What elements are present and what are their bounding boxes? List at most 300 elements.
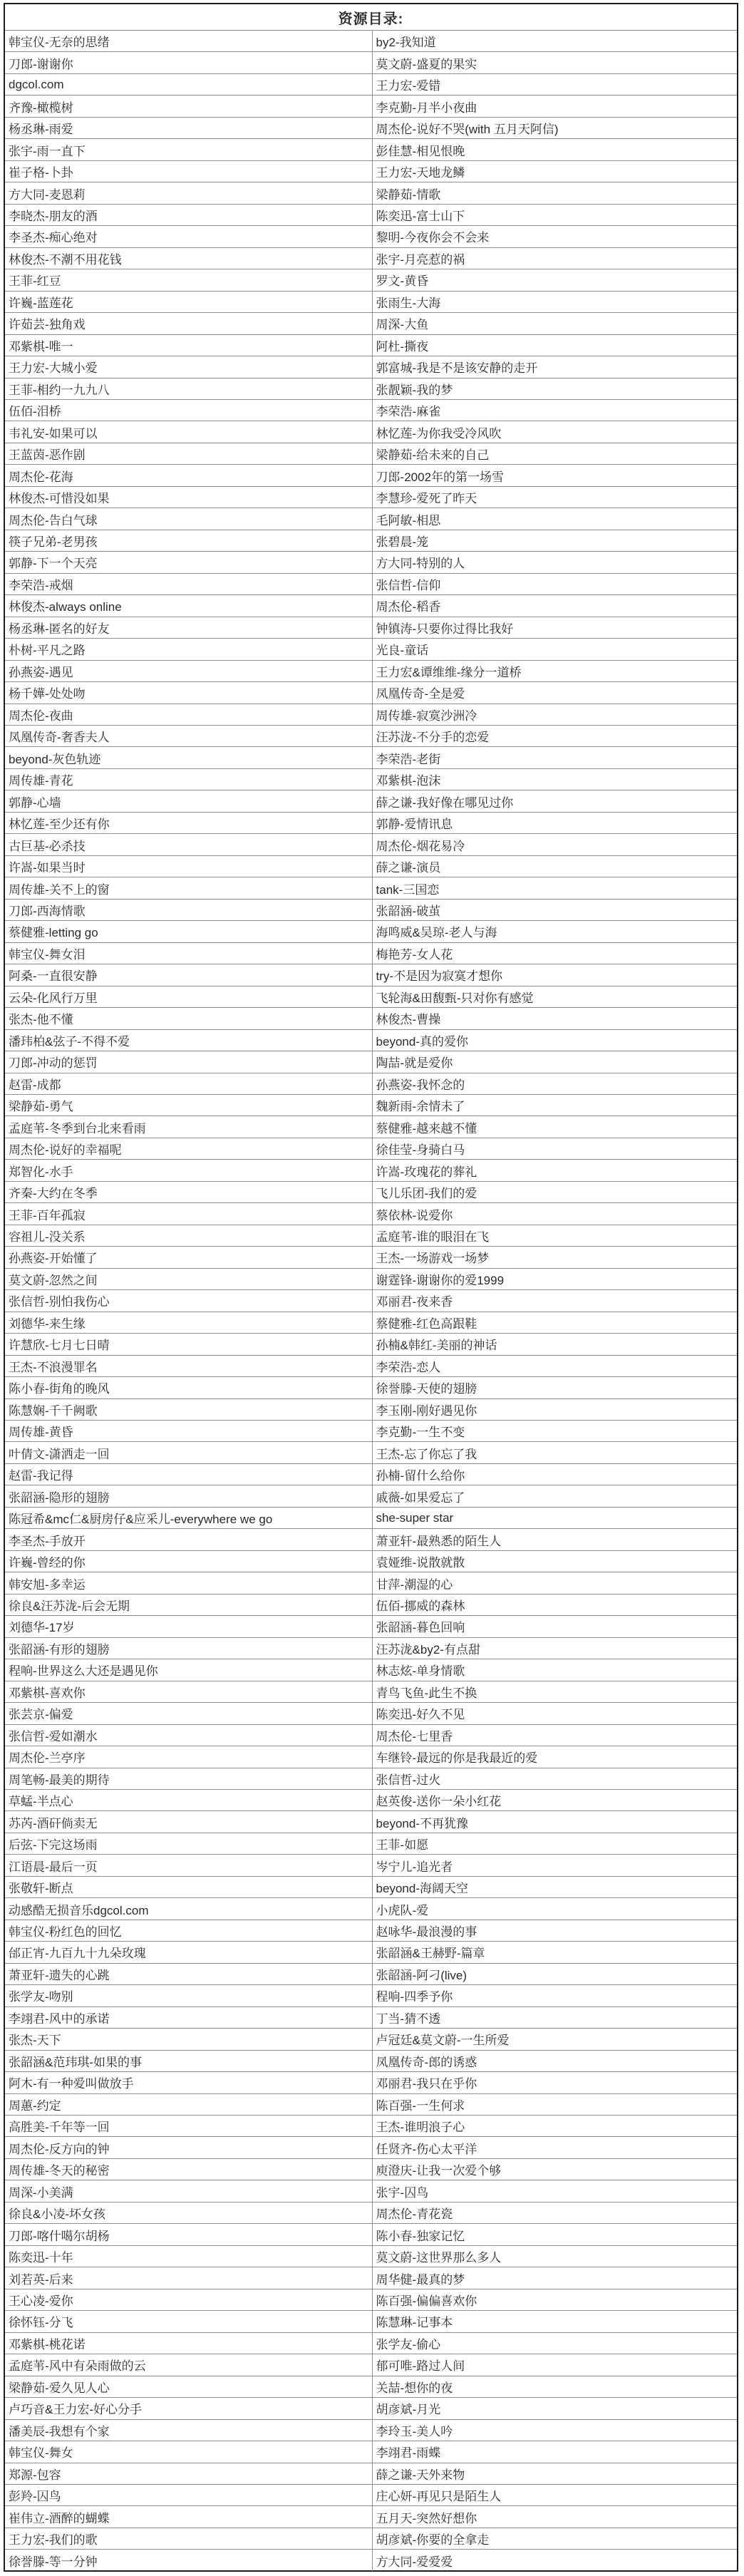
song-entry-right: 谢霆锋-谢谢你的爱1999	[376, 1273, 505, 1287]
table-row	[5, 2093, 737, 2115]
song-entry-left: 徐良&小凌-坏女孩	[5, 2203, 373, 2223]
table-row	[5, 877, 737, 898]
song-entry-right: 莫文蔚-这世界那么多人	[376, 2251, 502, 2265]
table-row	[5, 2549, 737, 2570]
song-entry-right: 任贤齐-伤心太平洋	[376, 2142, 477, 2156]
song-entry-left: 周传雄-青花	[5, 769, 373, 790]
table-row	[5, 704, 737, 725]
song-entry-left: 叶倩文-潇洒走一回	[5, 1442, 373, 1463]
table-row	[5, 1963, 737, 1984]
song-entry-left: 蔡健雅-letting go	[5, 921, 373, 942]
song-entry-left: 林忆莲-至少还有你	[5, 813, 373, 833]
table-row	[5, 182, 737, 203]
song-entry-left: 周杰伦-告白气球	[5, 508, 373, 529]
song-entry-left: 古巨基-必杀技	[5, 834, 373, 855]
song-entry-left: 许嵩-如果当时	[5, 856, 373, 877]
song-entry-left: 张敬轩-断点	[5, 1877, 373, 1897]
table-row	[5, 2441, 737, 2462]
table-row	[5, 2332, 737, 2354]
table-row	[5, 443, 737, 464]
song-entry-left: beyond-灰色轨迹	[5, 747, 373, 768]
song-entry-right: 王力宏-天地龙鳞	[376, 166, 465, 180]
song-entry-right: 孙楠-留什么给你	[376, 1469, 465, 1483]
song-entry-right: 罗文-黄昏	[376, 274, 429, 289]
table-row	[5, 1138, 737, 1159]
song-entry-left: 陈冠希&mc仁&厨房仔&应采儿-everywhere we go	[5, 1508, 373, 1528]
table-row	[5, 1007, 737, 1029]
song-entry-right: beyond-海阔天空	[376, 1882, 468, 1896]
table-row	[5, 2071, 737, 2093]
table-row	[5, 1355, 737, 1376]
song-entry-left: 张信哲-爱如潮水	[5, 1725, 373, 1746]
song-entry-left: 程响-世界这么大还是遇见你	[5, 1659, 373, 1680]
song-entry-left: 韩宝仪-无奈的思绪	[5, 31, 373, 51]
song-entry-right: 张宇-月亮惹的祸	[376, 252, 465, 267]
song-entry-right: 卢冠廷&莫文蔚-一生所爱	[376, 2034, 510, 2048]
table-row	[5, 617, 737, 638]
song-entry-right: 岑宁儿-追光者	[376, 1860, 453, 1874]
song-entry-left: 杨丞琳-雨爱	[5, 118, 373, 138]
table-row	[5, 1398, 737, 1420]
table-row	[5, 1225, 737, 1246]
table-row	[5, 1659, 737, 1680]
table-row	[5, 1810, 737, 1832]
song-entry-left: 容祖儿-没关系	[5, 1225, 373, 1246]
song-entry-right: 李克勤-一生不变	[376, 1426, 465, 1440]
song-entry-left: 郑智化-水手	[5, 1160, 373, 1180]
song-entry-right: 凤凰传奇-郎的诱惑	[376, 2055, 477, 2069]
table-row	[5, 1507, 737, 1528]
song-entry-left: 孟庭苇-风中有朵雨做的云	[5, 2354, 373, 2375]
song-entry-right: 王杰-一场游戏一场梦	[376, 1252, 490, 1266]
song-entry-right: 林忆莲-为你我受冷风吹	[376, 426, 502, 441]
table-row	[5, 51, 737, 73]
song-entry-left: 郑源-包容	[5, 2463, 373, 2484]
table-row	[5, 1376, 737, 1398]
song-entry-right: 张信哲-过火	[376, 1773, 441, 1787]
table-row	[5, 573, 737, 594]
song-entry-left: 周杰伦-兰亭序	[5, 1746, 373, 1767]
table-row	[5, 1550, 737, 1572]
table-row	[5, 681, 737, 703]
song-entry-left: 高胜美-千年等一回	[5, 2116, 373, 2136]
song-entry-left: 周杰伦-夜曲	[5, 704, 373, 725]
table-row	[5, 1312, 737, 1333]
song-entry-right: 莫文蔚-盛夏的果实	[376, 57, 477, 71]
song-entry-left: 草蜢-半点心	[5, 1790, 373, 1810]
table-row	[5, 833, 737, 855]
song-entry-right: 张宇-囚鸟	[376, 2185, 429, 2200]
table-row	[5, 1854, 737, 1875]
song-entry-left: 韦礼安-如果可以	[5, 421, 373, 442]
table-row	[5, 2180, 737, 2201]
song-entry-right: 甘萍-潮湿的心	[376, 1577, 453, 1592]
song-entry-left: 梁静茹-爱久见人心	[5, 2376, 373, 2397]
song-entry-left: 邓紫棋-喜欢你	[5, 1681, 373, 1702]
table-row	[5, 2354, 737, 2375]
song-entry-right: 邓丽君-我只在乎你	[376, 2077, 477, 2091]
table-row	[5, 812, 737, 833]
table-row	[5, 421, 737, 442]
table-row	[5, 725, 737, 746]
table-row	[5, 1920, 737, 1941]
song-entry-right: 张靓颖-我的梦	[376, 383, 453, 397]
song-entry-left: 崔伟立-酒醉的蝴蝶	[5, 2506, 373, 2527]
song-entry-right: 李荣浩-恋人	[376, 1360, 441, 1374]
table-row	[5, 1029, 737, 1051]
song-entry-right: 王菲-如愿	[376, 1838, 429, 1853]
table-row	[5, 1116, 737, 1137]
song-entry-right: 胡彦斌-你要的全拿走	[376, 2533, 490, 2547]
table-row	[5, 399, 737, 421]
song-entry-right: 汪苏泷&by2-有点甜	[376, 1642, 480, 1657]
table-row	[5, 1833, 737, 1854]
song-entry-left: 动感酷无损音乐dgcol.com	[5, 1898, 373, 1919]
table-row	[5, 1746, 737, 1767]
song-entry-left: 杨千嬅-处处吻	[5, 682, 373, 703]
table-row	[5, 551, 737, 572]
table-row	[5, 312, 737, 334]
table-row	[5, 2505, 737, 2527]
song-entry-left: 陈慧娴-千千阙歌	[5, 1399, 373, 1420]
table-row	[5, 204, 737, 225]
table-row	[5, 2463, 737, 2484]
song-entry-right: 周杰伦-烟花易冷	[376, 839, 465, 853]
table-row	[5, 964, 737, 985]
song-entry-left: 周传雄-关不上的窗	[5, 877, 373, 898]
table-row	[5, 986, 737, 1007]
song-entry-left: 周传雄-冬天的秘密	[5, 2159, 373, 2180]
song-entry-left: 王力宏-我们的歌	[5, 2528, 373, 2549]
table-row	[5, 2223, 737, 2245]
song-entry-right: 庄心妍-再见只是陌生人	[376, 2490, 502, 2504]
song-entry-right: 周杰伦-说好不哭(with 五月天阿信)	[376, 123, 559, 137]
table-row	[5, 2158, 737, 2180]
table-row	[5, 1768, 737, 1789]
song-entry-right: 孟庭苇-谁的眼泪在飞	[376, 1230, 490, 1245]
table-row	[5, 2028, 737, 2049]
table-row	[5, 1246, 737, 1267]
song-entry-right: 王力宏-爱错	[376, 79, 441, 93]
song-entry-right: 薛之谦-天外来物	[376, 2468, 465, 2482]
song-entry-right: 李荣浩-麻雀	[376, 405, 441, 419]
song-entry-right: 林志炫-单身情歌	[376, 1664, 465, 1679]
song-entry-right: tank-三国恋	[376, 882, 440, 897]
table-row	[5, 1268, 737, 1289]
song-entry-left: 孟庭苇-冬季到台北来看雨	[5, 1116, 373, 1137]
table-row	[5, 1681, 737, 1702]
song-entry-right: 庾澄庆-让我一次爱个够	[376, 2164, 502, 2178]
table-row	[5, 2289, 737, 2310]
song-entry-left: 陈奕迅-十年	[5, 2246, 373, 2267]
song-entry-left: 伍佰-泪桥	[5, 400, 373, 421]
table-row	[5, 464, 737, 485]
song-entry-left: 赵雷-我记得	[5, 1464, 373, 1485]
song-entry-left: 张韶涵-隐形的翅膀	[5, 1485, 373, 1506]
table-row	[5, 1289, 737, 1311]
catalog-title: 资源目录:	[338, 11, 404, 27]
song-entry-right: 李玲玉-美人吟	[376, 2424, 453, 2438]
song-entry-right: 孙燕姿-我怀念的	[376, 1078, 465, 1092]
song-entry-right: 陈奕迅-好久不见	[376, 1708, 465, 1722]
song-entry-left: 崔子格-卜卦	[5, 161, 373, 182]
table-row	[5, 225, 737, 247]
table-row	[5, 942, 737, 964]
table-row	[5, 2202, 737, 2223]
song-entry-left: 刀郎-谢谢你	[5, 52, 373, 73]
song-entry-left: 张韶涵&范玮琪-如果的事	[5, 2051, 373, 2071]
song-entry-left: 李晓杰-朋友的酒	[5, 205, 373, 225]
song-entry-left: 筷子兄弟-老男孩	[5, 530, 373, 551]
table-row	[5, 2397, 737, 2418]
song-entry-left: 刀郎-喀什噶尔胡杨	[5, 2224, 373, 2245]
song-entry-right: 蔡健雅-越来越不懂	[376, 1121, 477, 1135]
table-row	[5, 1528, 737, 1550]
song-entry-left: 江语晨-最后一页	[5, 1855, 373, 1875]
song-entry-right: 赵咏华-最浪漫的事	[376, 1925, 477, 1939]
table-row	[5, 768, 737, 790]
song-entry-left: 王菲-红豆	[5, 269, 373, 290]
song-entry-left: 周深-小美满	[5, 2180, 373, 2201]
song-entry-right: 周深-大鱼	[376, 318, 429, 332]
song-entry-left: 张学友-吻别	[5, 1985, 373, 2006]
song-entry-right: 李慧珍-爱死了昨天	[376, 492, 477, 506]
table-row	[5, 746, 737, 768]
song-entry-right: 蔡依林-说爱你	[376, 1208, 453, 1222]
song-entry-left: 齐豫-橄榄树	[5, 96, 373, 116]
song-entry-left: 阿木-有一种爱叫做放手	[5, 2072, 373, 2093]
song-entry-right: 林俊杰-曹操	[376, 1013, 441, 1027]
table-row	[5, 1876, 737, 1897]
song-entry-right: 飞儿乐团-我们的爱	[376, 1187, 477, 1201]
table-row	[5, 2376, 737, 2397]
song-entry-right: 周杰伦-青花瓷	[376, 2207, 453, 2222]
song-entry-right: 方大同-爱爱爱	[376, 2555, 453, 2569]
song-entry-left: 王杰-不浪漫罪名	[5, 1356, 373, 1376]
song-entry-right: 王杰-忘了你忘了我	[376, 1447, 477, 1461]
song-entry-left: 刀郎-西海情歌	[5, 900, 373, 920]
song-entry-right: 张韶涵-破茧	[376, 904, 441, 918]
table-row	[5, 2006, 737, 2028]
song-entry-right: 张学友-偷心	[376, 2337, 441, 2351]
song-entry-left: 刘德华-来生缘	[5, 1312, 373, 1333]
song-entry-left: 王菲-相约一九九八	[5, 378, 373, 399]
song-entry-left: 赵雷-成都	[5, 1073, 373, 1094]
song-entry-right: 王杰-谁明浪子心	[376, 2121, 465, 2135]
song-entry-right: 陶喆-就是爱你	[376, 1056, 453, 1071]
catalog-rows	[5, 30, 737, 2570]
table-row	[5, 378, 737, 399]
table-row	[5, 2115, 737, 2136]
song-entry-left: 凤凰传奇-奢香夫人	[5, 726, 373, 746]
song-entry-right: 五月天-突然好想你	[376, 2511, 477, 2525]
song-entry-right: 萧亚轩-最熟悉的陌生人	[376, 1534, 502, 1548]
song-entry-right: 赵英俊-送你一朵小红花	[376, 1795, 502, 1809]
song-entry-right: 凤凰传奇-全是爱	[376, 687, 465, 701]
song-entry-left: 潘玮柏&弦子-不得不爱	[5, 1030, 373, 1051]
song-entry-left: 孙燕姿-开始懂了	[5, 1247, 373, 1267]
song-entry-right: 张雨生-大海	[376, 296, 441, 310]
song-entry-left: 许巍-曾经的你	[5, 1551, 373, 1572]
song-entry-right: 薛之谦-演员	[376, 861, 441, 875]
table-row	[5, 160, 737, 182]
table-row	[5, 30, 737, 51]
table-row	[5, 1051, 737, 1072]
song-entry-left: 刘德华-17岁	[5, 1616, 373, 1637]
table-row	[5, 2484, 737, 2505]
song-entry-left: 刀郎-冲动的惩罚	[5, 1051, 373, 1072]
song-entry-right: 张韶涵&王赫野-篇章	[376, 1947, 485, 1961]
song-entry-right: 黎明-今夜你会不会来	[376, 231, 490, 245]
song-entry-left: 许巍-蓝莲花	[5, 292, 373, 312]
song-entry-left: 张杰-他不懂	[5, 1008, 373, 1029]
table-row	[5, 1637, 737, 1659]
song-entry-right: 陈小春-独家记忆	[376, 2229, 465, 2243]
song-entry-left: 王蓝茵-恶作剧	[5, 443, 373, 464]
table-row	[5, 1202, 737, 1224]
song-entry-left: 彭羚-囚鸟	[5, 2485, 373, 2505]
song-entry-left: 郭静-下一个天亮	[5, 552, 373, 572]
song-entry-right: 钟镇涛-只要你过得比我好	[376, 622, 514, 636]
song-entry-right: 车继铃-最远的你是我最近的爱	[376, 1751, 538, 1766]
song-entry-left: 邰正宵-九百九十九朵玫瑰	[5, 1942, 373, 1962]
song-entry-right: 张韶涵-暮色回响	[376, 1621, 465, 1635]
song-entry-right: 汪苏泷-不分手的恋爱	[376, 731, 490, 745]
table-row	[5, 1485, 737, 1506]
song-entry-left: 王菲-百年孤寂	[5, 1203, 373, 1224]
song-entry-right: 陈奕迅-富士山下	[376, 209, 465, 223]
song-entry-left: 莫文蔚-忽然之间	[5, 1269, 373, 1289]
song-entry-left: 周杰伦-花海	[5, 465, 373, 485]
table-row	[5, 73, 737, 95]
song-entry-left: 方大同-麦恩莉	[5, 182, 373, 203]
song-entry-right: 周华健-最真的梦	[376, 2272, 465, 2287]
table-row	[5, 1463, 737, 1485]
song-entry-right: 胡彦斌-月光	[376, 2403, 441, 2417]
table-row	[5, 1615, 737, 1637]
song-entry-left: 李翊君-风中的承诺	[5, 2007, 373, 2028]
song-entry-right: 郁可唯-路过人间	[376, 2359, 465, 2374]
song-entry-left: 张韶涵-有形的翅膀	[5, 1638, 373, 1659]
song-entry-right: 小虎队-爱	[376, 1903, 429, 1917]
table-row	[5, 95, 737, 116]
table-row	[5, 138, 737, 160]
song-entry-right: 青鸟飞鱼-此生不换	[376, 1686, 477, 1700]
table-row	[5, 508, 737, 529]
table-row	[5, 1073, 737, 1094]
song-entry-left: 张信哲-别怕我伤心	[5, 1290, 373, 1311]
song-entry-right: by2-我知道	[376, 36, 436, 50]
table-row	[5, 855, 737, 877]
song-entry-right: 陈百强-偏偏喜欢你	[376, 2294, 477, 2308]
song-entry-right: 张碧晨-笼	[376, 535, 429, 550]
table-row	[5, 2310, 737, 2332]
song-entry-left: 苏芮-酒矸倘卖无	[5, 1811, 373, 1832]
song-entry-left: 张芸京-偏爱	[5, 1703, 373, 1724]
table-row	[5, 594, 737, 616]
song-entry-right: 周杰伦-稻香	[376, 600, 441, 614]
song-entry-right: 周传雄-寂寞沙洲冷	[376, 709, 477, 723]
song-entry-right: 陈百强-一生何求	[376, 2098, 465, 2113]
song-entry-right: 李玉刚-刚好遇见你	[376, 1403, 477, 1418]
table-row	[5, 1441, 737, 1463]
song-entry-left: 杨丞琳-匿名的好友	[5, 617, 373, 638]
song-entry-right: 程响-四季予你	[376, 1990, 453, 2004]
song-entry-right: 周杰伦-七里香	[376, 1729, 453, 1743]
table-row	[5, 356, 737, 377]
table-row	[5, 1159, 737, 1180]
song-entry-right: 徐佳莹-身骑白马	[376, 1143, 465, 1158]
song-entry-left: 邓紫棋-唯一	[5, 335, 373, 356]
song-entry-left: 林俊杰-不潮不用花钱	[5, 248, 373, 269]
song-entry-right: 方大同-特别的人	[376, 557, 465, 571]
song-entry-left: 周杰伦-说好的幸福呢	[5, 1138, 373, 1159]
table-row	[5, 1181, 737, 1202]
song-entry-right: 许嵩-玫瑰花的葬礼	[376, 1165, 477, 1179]
song-entry-left: 孙燕姿-遇见	[5, 661, 373, 681]
song-entry-right: beyond-不再犹豫	[376, 1816, 468, 1830]
song-entry-left: 许茹芸-独角戏	[5, 313, 373, 334]
table-row	[5, 2136, 737, 2158]
song-entry-right: 关喆-想你的夜	[376, 2381, 453, 2395]
song-entry-left: 卢巧音&王力宏-好心分手	[5, 2398, 373, 2418]
song-entry-right: 郭富城-我是不是该安静的走开	[376, 361, 538, 376]
table-row	[5, 1702, 737, 1724]
song-entry-left: 邓紫棋-桃花诺	[5, 2333, 373, 2354]
song-entry-right: try-不是因为寂寞才想你	[376, 969, 503, 984]
song-entry-left: 潘美辰-我想有个家	[5, 2420, 373, 2441]
song-entry-left: 林俊杰-always online	[5, 595, 373, 616]
song-entry-left: 韩宝仪-舞女	[5, 2441, 373, 2462]
table-row	[5, 2528, 737, 2549]
song-entry-left: 刘若英-后来	[5, 2267, 373, 2288]
table-row	[5, 1333, 737, 1354]
table-row	[5, 1594, 737, 1615]
song-entry-left: 云朵-化风行万里	[5, 986, 373, 1007]
table-row	[5, 530, 737, 551]
table-row	[5, 899, 737, 920]
table-row	[5, 2050, 737, 2071]
song-entry-right: 梁静茹-情歌	[376, 187, 441, 202]
table-row	[5, 1941, 737, 1962]
song-entry-left: 陈小春-街角的晚风	[5, 1377, 373, 1398]
table-row	[5, 291, 737, 312]
song-entry-right: 王力宏&谭维维-缘分一道桥	[376, 665, 522, 679]
song-entry-right: 郭静-爱情讯息	[376, 818, 453, 832]
table-row	[5, 2245, 737, 2267]
song-entry-left: 周蕙-约定	[5, 2094, 373, 2115]
song-entry-left: 韩宝仪-粉红色的回忆	[5, 1920, 373, 1941]
song-entry-right: 李克勤-月半小夜曲	[376, 101, 477, 115]
song-entry-right: 张信哲-信仰	[376, 578, 441, 592]
song-entry-left: 韩安旭-多幸运	[5, 1572, 373, 1593]
song-entry-right: 魏新雨-余情未了	[376, 1100, 465, 1114]
table-row	[5, 486, 737, 508]
song-entry-left: 朴树-平凡之路	[5, 639, 373, 659]
song-entry-right: 蔡健雅-红色高跟鞋	[376, 1317, 477, 1331]
song-entry-right: 戚薇-如果爱忘了	[376, 1490, 465, 1505]
song-entry-left: 梁静茹-勇气	[5, 1095, 373, 1116]
song-entry-left: 徐誉滕-等一分钟	[5, 2550, 373, 2570]
song-entry-right: 薛之谦-我好像在哪见过你	[376, 795, 514, 810]
table-row	[5, 1724, 737, 1746]
song-entry-left: 李圣杰-痴心绝对	[5, 226, 373, 247]
song-entry-left: 徐怀钰-分飞	[5, 2311, 373, 2332]
song-entry-right: 李荣浩-老街	[376, 752, 441, 766]
song-entry-left: 周传雄-黄昏	[5, 1421, 373, 1441]
song-entry-left: 齐秦-大约在冬季	[5, 1182, 373, 1202]
table-row	[5, 1420, 737, 1441]
